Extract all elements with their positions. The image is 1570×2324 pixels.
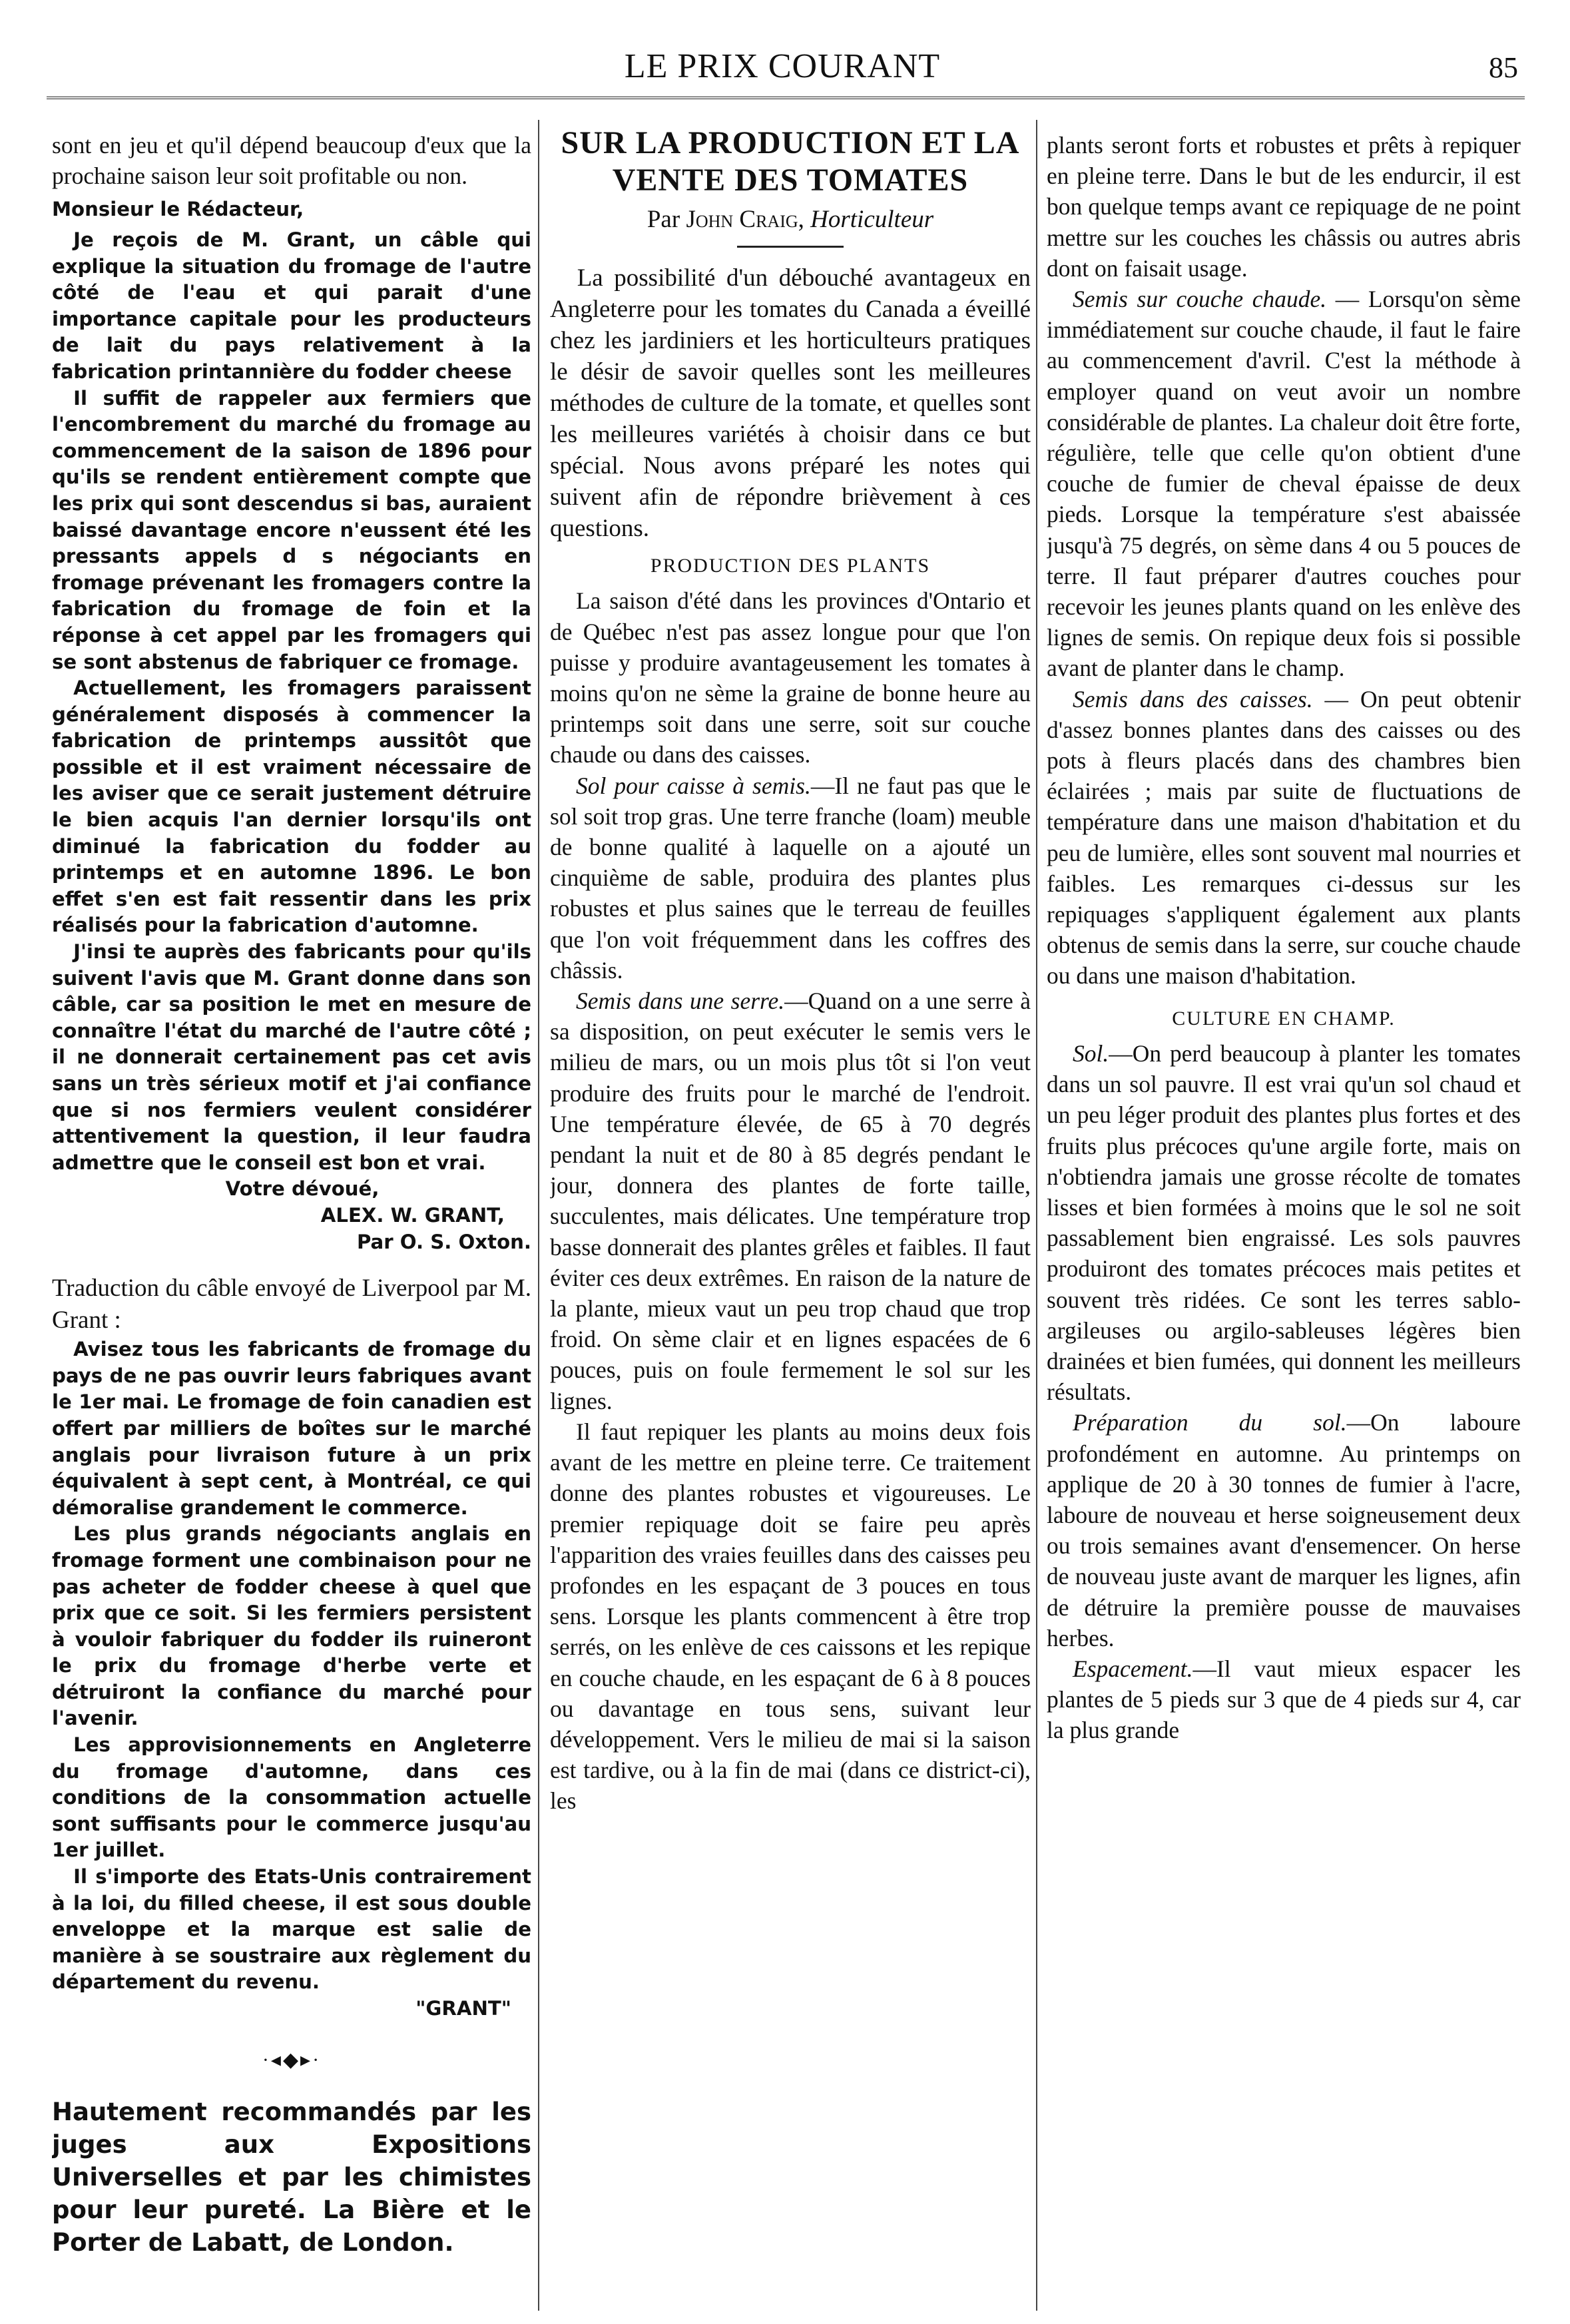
article-paragraph: plants seront forts et robustes et prêts à repiquer en pleine terre. Dans le but de les endurcir, il est bon quelque temps avant ce repiquage de ne point mettre sur les couches les châssis ou autres abris dont on faisait usage. [1047, 132, 1521, 282]
article-title: SUR LA PRODUCTION ET LA VENTE DES TOMATES [561, 130, 1020, 198]
page-header [47, 41, 1518, 95]
article-paragraph [550, 986, 1031, 1416]
byline-role: Horticulteur [810, 206, 934, 233]
publication-title: LE PRIX COURANT [624, 47, 941, 85]
cable-block [52, 1336, 531, 2022]
paragraph-text: — Lorsqu'on sème immédiatement sur couche chaude, il faut le faire au commencement d'avril. C'est la méthode à employer quand on veut avoir un nombre considérable de plantes. La chaleur doit être forte, régulière, telle que celle qu'on obtient d'une couche de fumier de cheval épaisse de deux pieds. Lorsque la température s'est abaissée jusqu'à 75 degrés, on sème dans 4 ou 5 pouces de terre. Il faut préparer d'autres couches pour recevoir les jeunes plants quand on les enlève des lignes de semis. On repique deux fois si possible avant de planter dans le champ. [1047, 286, 1521, 682]
byline-par: Par [647, 206, 680, 233]
ornament-divider: ·◂◆▸· [262, 2048, 322, 2071]
column-divider-1 [538, 120, 539, 2311]
section-heading: CULTURE EN CHAMP. [1172, 1007, 1396, 1029]
header-rule [47, 97, 1525, 99]
paragraph-text: —On laboure profondément en automne. Au printemps on applique de 20 à 30 tonnes de fumier à l'acre, laboure de nouveau et herse soigneusement deux ou trois semaines avant d'ensemencer. On herse de nouveau juste avant de marquer les lignes, afin de détruire la première pousse de mauvaises herbes. [1047, 1409, 1521, 1651]
paragraph-label: Espacement. [1073, 1655, 1193, 1682]
letter-block [52, 196, 531, 1255]
article-paragraph [1047, 1653, 1521, 1746]
article-paragraph [550, 770, 1031, 986]
article-paragraph [1047, 284, 1521, 684]
paragraph-label: Sol. [1073, 1039, 1109, 1067]
column-left [52, 130, 531, 2297]
article-paragraph: Il faut repiquer les plants au moins deux fois avant de les mettre en pleine terre. Ce traitement donne des plantes robustes et vigoureuses. Le premier repiquage doit se faire peu après l'apparition des vraies feuilles dans des caisses peu profondes en les espaçant de 3 pouces en tous sens. Lorsque les plants commencent à être trop serrés, on les enlève de ces caissons et les repique en couche chaude, en les espaçant de 6 à 8 pouces ou davantage en tous sens, suivant leur développement. Vers le milieu de mai si la saison est tardive, ou à la fin de mai (dans ce district-ci), les [550, 1418, 1031, 1815]
page-number: 85 [1489, 51, 1518, 84]
column-middle [550, 130, 1031, 2297]
cable-signature: "GRANT" [415, 1997, 511, 2020]
paragraph-text: — On peut obtenir d'assez bonnes plantes dans des caisses ou des pots à fleurs placés dans des chambres bien éclairées ; mais par suite de fluctuations de température dans une maison d'habitation et du peu de lumière, elles sont souvent mal nourries et faibles. Les remarques ci-dessus sur les repiquages s'appliquent également aux plants obtenus de semis dans la serre, sur couche chaude ou dans une maison d'habitation. [1047, 685, 1521, 990]
paragraph-label: Sol pour caisse à semis. [576, 772, 811, 799]
paragraph-text: —On perd beaucoup à planter les tomates dans un sol pauvre. Il est vrai qu'un sol chaud et un peu léger produit des plantes plus fortes et des fruits plus précoces qu'une argile forte, mais on n'obtiendra jamais une grosse récolte de tomates lisses et bien formées à moins que le sol ne soit passablement bien engraissé. Les sols pauvres produiront des tomates précoces mais petites et souvent très ridées. Ce sont les terres sablo-argileuses ou argilo-sableuses légères bien drainées et bien fumées, qui donnent les meilleurs résultats. [1047, 1039, 1521, 1406]
article-paragraph [1047, 1407, 1521, 1653]
article-paragraph [1047, 684, 1521, 992]
paragraph-text: —Il vaut mieux espacer les plantes de 5 pieds sur 3 que de 4 pieds sur 4, car la plus grande [1047, 1655, 1521, 1744]
byline-author: John Craig, [686, 206, 804, 233]
column-right [1047, 130, 1521, 2297]
letter-per: Par O. S. Oxton. [356, 1230, 531, 1253]
column-divider-2 [1036, 120, 1037, 2311]
paragraph-text: —Quand on a une serre à sa disposition, on peut exécuter le semis vers le milieu de mars, ou un mois plus tôt si l'on veut produire des fruits pour le marché de l'endroit. Une température élevée, de 65 à 70 degrés pendant la nuit et de 80 à 85 degrés pendant le jour, donnera des plantes de forte taille, succulentes, mais délicates. Une température trop basse donnerait des plantes grêles et faibles. Il faut éviter ces deux extrêmes. En raison de la nature de la plante, mieux vaut un peu trop chaud que trop froid. On sème clair et en lignes espacées de 6 pouces, puis on foule fermement le sol sur les lignes. [550, 988, 1031, 1414]
paragraph-label: Semis sur couche chaude. [1073, 286, 1327, 313]
letter-signature: ALEX. W. GRANT, [320, 1203, 505, 1227]
letter-paragraph: J'insi te auprès des fabricants pour qu'ils suivent l'avis que M. Grant donne dans son câble, car sa position le met en mesure de connaître l'état du marché de l'autre côté ; il ne donnerait certainement pas cet avis sans un très sérieux motif et j'ai confiance que si nos fermiers veulent considérer attentivement la question, il leur faudra admettre que le conseil est bon et vrai. [52, 940, 531, 1174]
letter-paragraph: Je reçois de M. Grant, un câble qui explique la situation du fromage de l'autre côté de l'eau et qui parait d'une importance capitale pour les producteurs de lait du pays relativement à la fabrication printannière du fodder cheese [52, 228, 531, 383]
cable-paragraph: Il s'importe des Etats-Unis contrairement à la loi, du filled cheese, il est sous double enveloppe et la marque est salie de manière à se soustraire aux règlement du département du revenu. [52, 1865, 531, 1994]
letter-paragraph: Il suffit de rappeler aux fermiers que l'encombrement du marché du fromage au commencement de la saison de 1896 pour qu'ils se rendent entièrement compte que les prix qui sont descendus si bas, auraient baissé davantage encore n'eussent été les pressants appels d s négociants en fromage prévenant les fromagers contre la fabrication du fromage de foin et la réponse à cet appel par les fromagers qui se sont abstenus de fabriquer ce fromage. [52, 386, 531, 673]
cable-heading: Traduction du câble envoyé de Liverpool par M. Grant : [52, 1275, 531, 1334]
letter-closing: Votre dévoué, [225, 1177, 380, 1201]
paragraph-label: Semis dans des caisses. [1073, 685, 1313, 713]
cable-paragraph: Les plus grands négociants anglais en fromage forment une combinaison pour ne pas acheter de fodder cheese à quel que prix que ce soit. Si les fermiers persistent à vouloir fabriquer du fodder ils ruineront le prix du fromage d'herbe verte et détruiront la confiance du marché pour l'avenir. [52, 1522, 531, 1730]
intro-paragraph: sont en jeu et qu'il dépend beaucoup d'eux que la prochaine saison leur soit profitable ou non. [52, 132, 531, 190]
section-heading: PRODUCTION DES PLANTS [650, 555, 931, 577]
paragraph-label: Préparation du sol. [1073, 1409, 1347, 1436]
article-paragraph [1047, 1038, 1521, 1407]
article-byline [550, 204, 1031, 235]
letter-salutation: Monsieur le Rédacteur, [52, 198, 304, 221]
article-paragraph: La saison d'été dans les provinces d'Ontario et de Québec n'est pas assez longue pour que l'on puisse y produire avantageusement les tomates à moins qu'on ne sème la graine de bonne heure au printemps soit dans une serre, soit sur couche chaude ou dans des caisses. [550, 587, 1031, 768]
paragraph-text: —Il ne faut pas que le sol soit trop gras. Une terre franche (loam) meuble de bonne qualité à laquelle on a ajouté un cinquième de sable, produira des plantes plus robustes et plus saines que le terreau de feuilles que l'on voit fréquemment dans les coffres des châssis. [550, 772, 1031, 984]
title-rule [737, 246, 844, 248]
letter-paragraph: Actuellement, les fromagers paraissent généralement disposés à commencer la fabrication de printemps aussitôt que possible et il est vraiment nécessaire de les aviser que ce serait justement détruire le bien acquis l'an dernier lorsqu'ils ont diminué la fabrication du fodder au printemps et en automne 1896. Le bon effet s'en est fait ressentir dans les prix réalisés pour la fabrication d'automne. [52, 677, 531, 937]
labatt-advert: Hautement recommandés par les juges aux Expositions Universelles et par les chimistes pour leur pureté. La Bière et le Porter de Labatt, de London. [52, 2097, 531, 2257]
cable-paragraph: Les approvisionnements en Angleterre du fromage d'automne, dans ces conditions de la consommation actuelle sont suffisants pour le commerce jusqu'au 1er juillet. [52, 1733, 531, 1862]
cable-paragraph: Avisez tous les fabricants de fromage du pays de ne pas ouvrir leurs fabriques avant le 1er mai. Le fromage de foin canadien est offert par milliers de boîtes sur le marché anglais pour livraison future à un prix équivalent à sept cent, à Montréal, ce qui démoralise grandement le commerce. [52, 1338, 531, 1519]
paragraph-label: Semis dans une serre. [576, 988, 785, 1015]
article-lead: La possibilité d'un débouché avantageux en Angleterre pour les tomates du Canada a éveillé chez les jardiniers et les horticulteurs pratiques le désir de savoir quelles sont les meilleures méthodes de culture de la tomate, et quelles sont les meilleures variétés à choisir dans ce but spécial. Nous avons préparé les notes qui suivent afin de répondre brièvement à ces questions. [550, 264, 1031, 543]
